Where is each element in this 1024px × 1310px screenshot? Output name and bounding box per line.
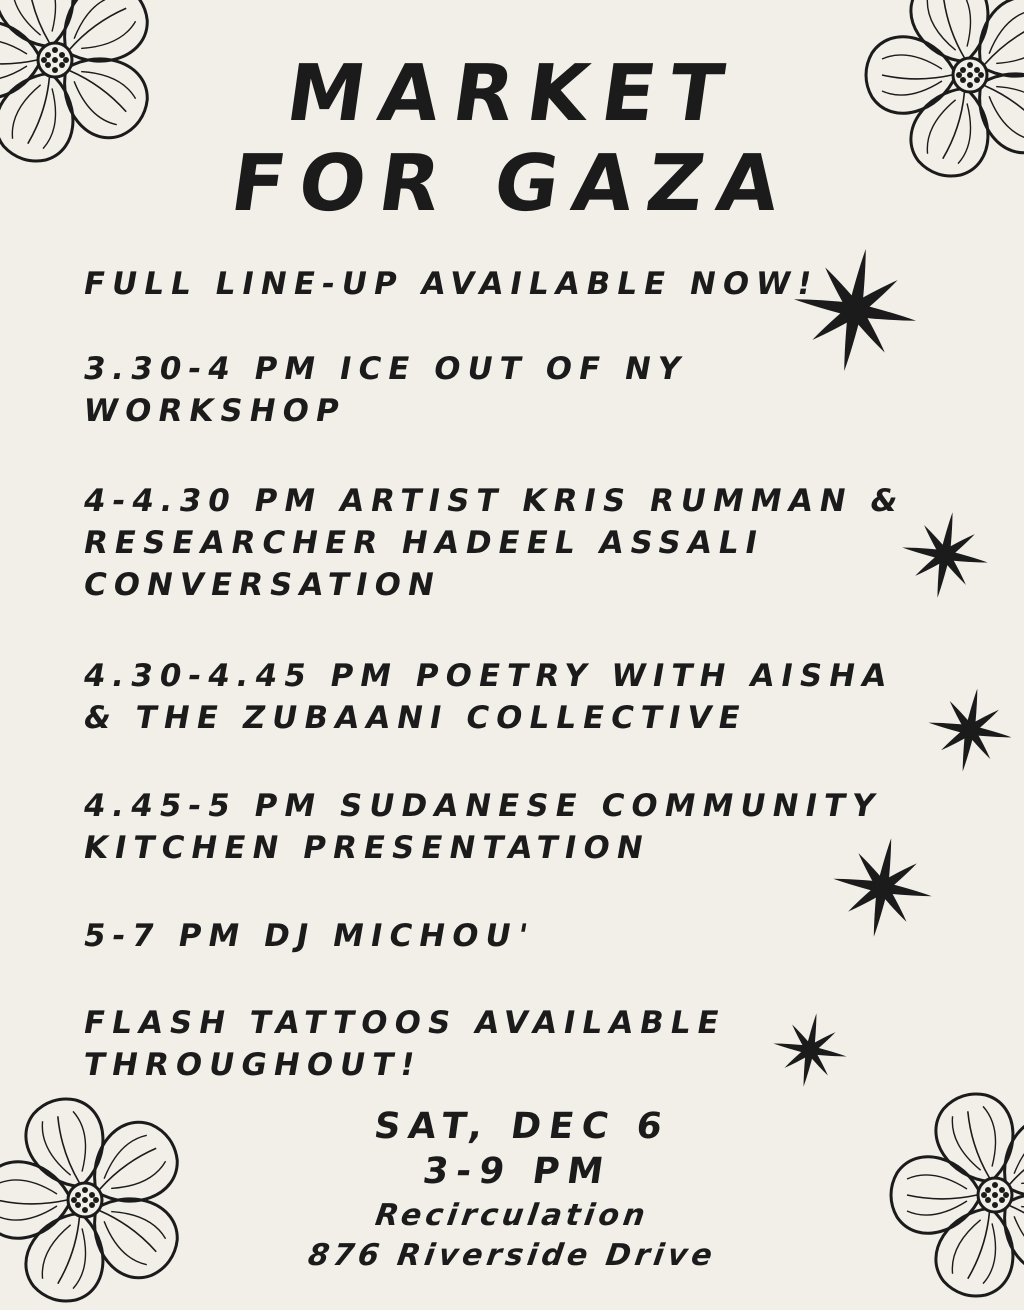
schedule-item: CONVERSATION	[80, 567, 444, 603]
schedule-item: WORKSHOP	[80, 393, 349, 429]
schedule-item: 4.45-5 PM SUDANESE COMMUNITY	[80, 788, 885, 824]
event-address: 876 Riverside Drive	[305, 1238, 719, 1273]
poster-title-line-1: MARKET	[281, 49, 743, 139]
lineup-announcement: FULL LINE-UP AVAILABLE NOW!	[80, 266, 822, 302]
schedule-item: 5-7 PM DJ MICHOU'	[80, 918, 538, 954]
schedule-item: RESEARCHER HADEEL ASSALI	[80, 525, 767, 561]
star-icon	[895, 505, 995, 605]
event-time: 3-9 PM	[420, 1151, 614, 1192]
schedule-item: & THE ZUBAANI COLLECTIVE	[80, 700, 750, 736]
event-date: SAT, DEC 6	[371, 1106, 673, 1147]
star-icon	[785, 240, 925, 380]
schedule-item: THROUGHOUT!	[80, 1047, 425, 1083]
event-venue: Recirculation	[373, 1198, 652, 1233]
star-icon	[765, 1005, 855, 1095]
star-icon	[920, 680, 1020, 780]
schedule-item: KITCHEN PRESENTATION	[80, 830, 653, 866]
star-icon	[825, 830, 940, 945]
schedule-item: FLASH TATTOOS AVAILABLE	[80, 1005, 729, 1041]
schedule-item: 4.30-4.45 PM POETRY WITH AISHA	[80, 658, 897, 694]
poster-title-line-2: FOR GAZA	[225, 139, 799, 229]
schedule-item: 3.30-4 PM ICE OUT OF NY	[80, 351, 691, 387]
schedule-item: 4-4.30 PM ARTIST KRIS RUMMAN &	[80, 483, 908, 519]
